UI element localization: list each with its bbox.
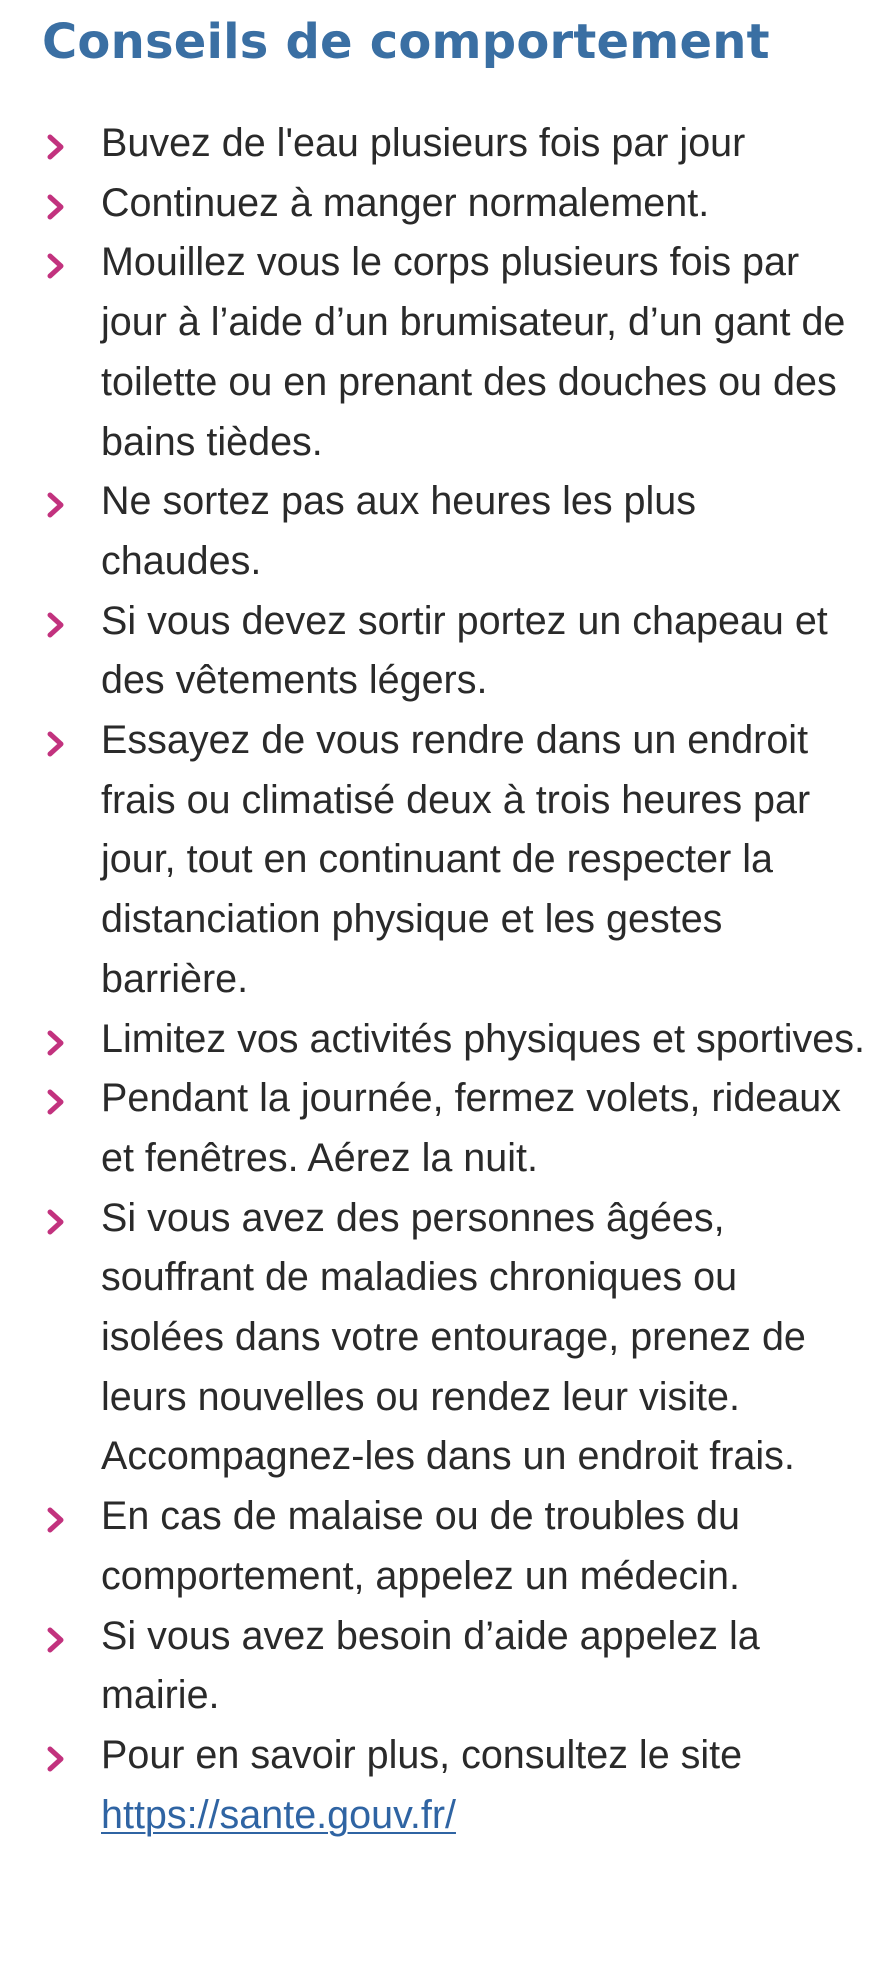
chevron-right-icon: [42, 1506, 70, 1534]
chevron-right-icon: [42, 611, 70, 639]
list-item-text: Limitez vos activités physiques et sportives.: [101, 1016, 865, 1061]
chevron-right-icon: [42, 1745, 70, 1773]
page-title: Conseils de comportement: [42, 14, 770, 70]
list-item-text: Pendant la journée, fermez volets, rideaux et fenêtres. Aérez la nuit.: [101, 1076, 841, 1180]
chevron-right-icon: [42, 193, 70, 221]
chevron-right-icon: [42, 491, 70, 519]
list-item: [0, 711, 887, 1010]
list-item-text: [101, 1726, 867, 1845]
list-item: [0, 1607, 887, 1726]
list-item: [0, 592, 887, 711]
list-item: [0, 233, 887, 472]
list-item-text: Ne sortez pas aux heures les plus chaudes.: [101, 479, 697, 583]
sante-gouv-link[interactable]: https://sante.gouv.fr/: [101, 1792, 456, 1837]
list-item-text: Continuez à manger normalement.: [101, 180, 710, 225]
chevron-right-icon: [42, 1088, 70, 1116]
list-item-text: Essayez de vous rendre dans un endroit frais ou climatisé deux à trois heures par jour, tout en continuant de respecter la distanciation physique et les gestes barrière.: [101, 718, 811, 1001]
chevron-right-icon: [42, 730, 70, 758]
chevron-right-icon: [42, 252, 70, 280]
chevron-right-icon: [42, 133, 70, 161]
chevron-right-icon: [42, 1029, 70, 1057]
list-item: [0, 1487, 887, 1606]
list-item: [0, 1726, 887, 1845]
list-item-text: Si vous avez des personnes âgées, souffrant de maladies chroniques ou isolées dans votre entourage, prenez de leurs nouvelles ou rendez leur visite. Accompagnez-les dans un endroit frais.: [101, 1195, 806, 1479]
advice-list: [0, 114, 887, 1845]
list-item: [0, 1069, 887, 1188]
list-item-text: Si vous devez sortir portez un chapeau et des vêtements légers.: [101, 598, 828, 703]
list-item-text: En cas de malaise ou de troubles du comportement, appelez un médecin.: [101, 1494, 740, 1598]
list-item-text: Mouillez vous le corps plusieurs fois par jour à l’aide d’un brumisateur, d’un gant de toilette ou en prenant des douches ou des bains tièdes.: [101, 240, 846, 464]
chevron-right-icon: [42, 1208, 70, 1236]
list-item-text: Buvez de l'eau plusieurs fois par jour: [101, 121, 746, 165]
list-item: [0, 174, 887, 234]
list-item: [0, 114, 887, 174]
list-item-text: Si vous avez besoin d’aide appelez la mairie.: [101, 1613, 760, 1718]
chevron-right-icon: [42, 1626, 70, 1654]
list-item: [0, 1189, 887, 1488]
list-item-text-prefix: Pour en savoir plus, consultez le site: [101, 1732, 743, 1777]
list-item: [0, 1010, 887, 1070]
list-item: [0, 472, 887, 591]
